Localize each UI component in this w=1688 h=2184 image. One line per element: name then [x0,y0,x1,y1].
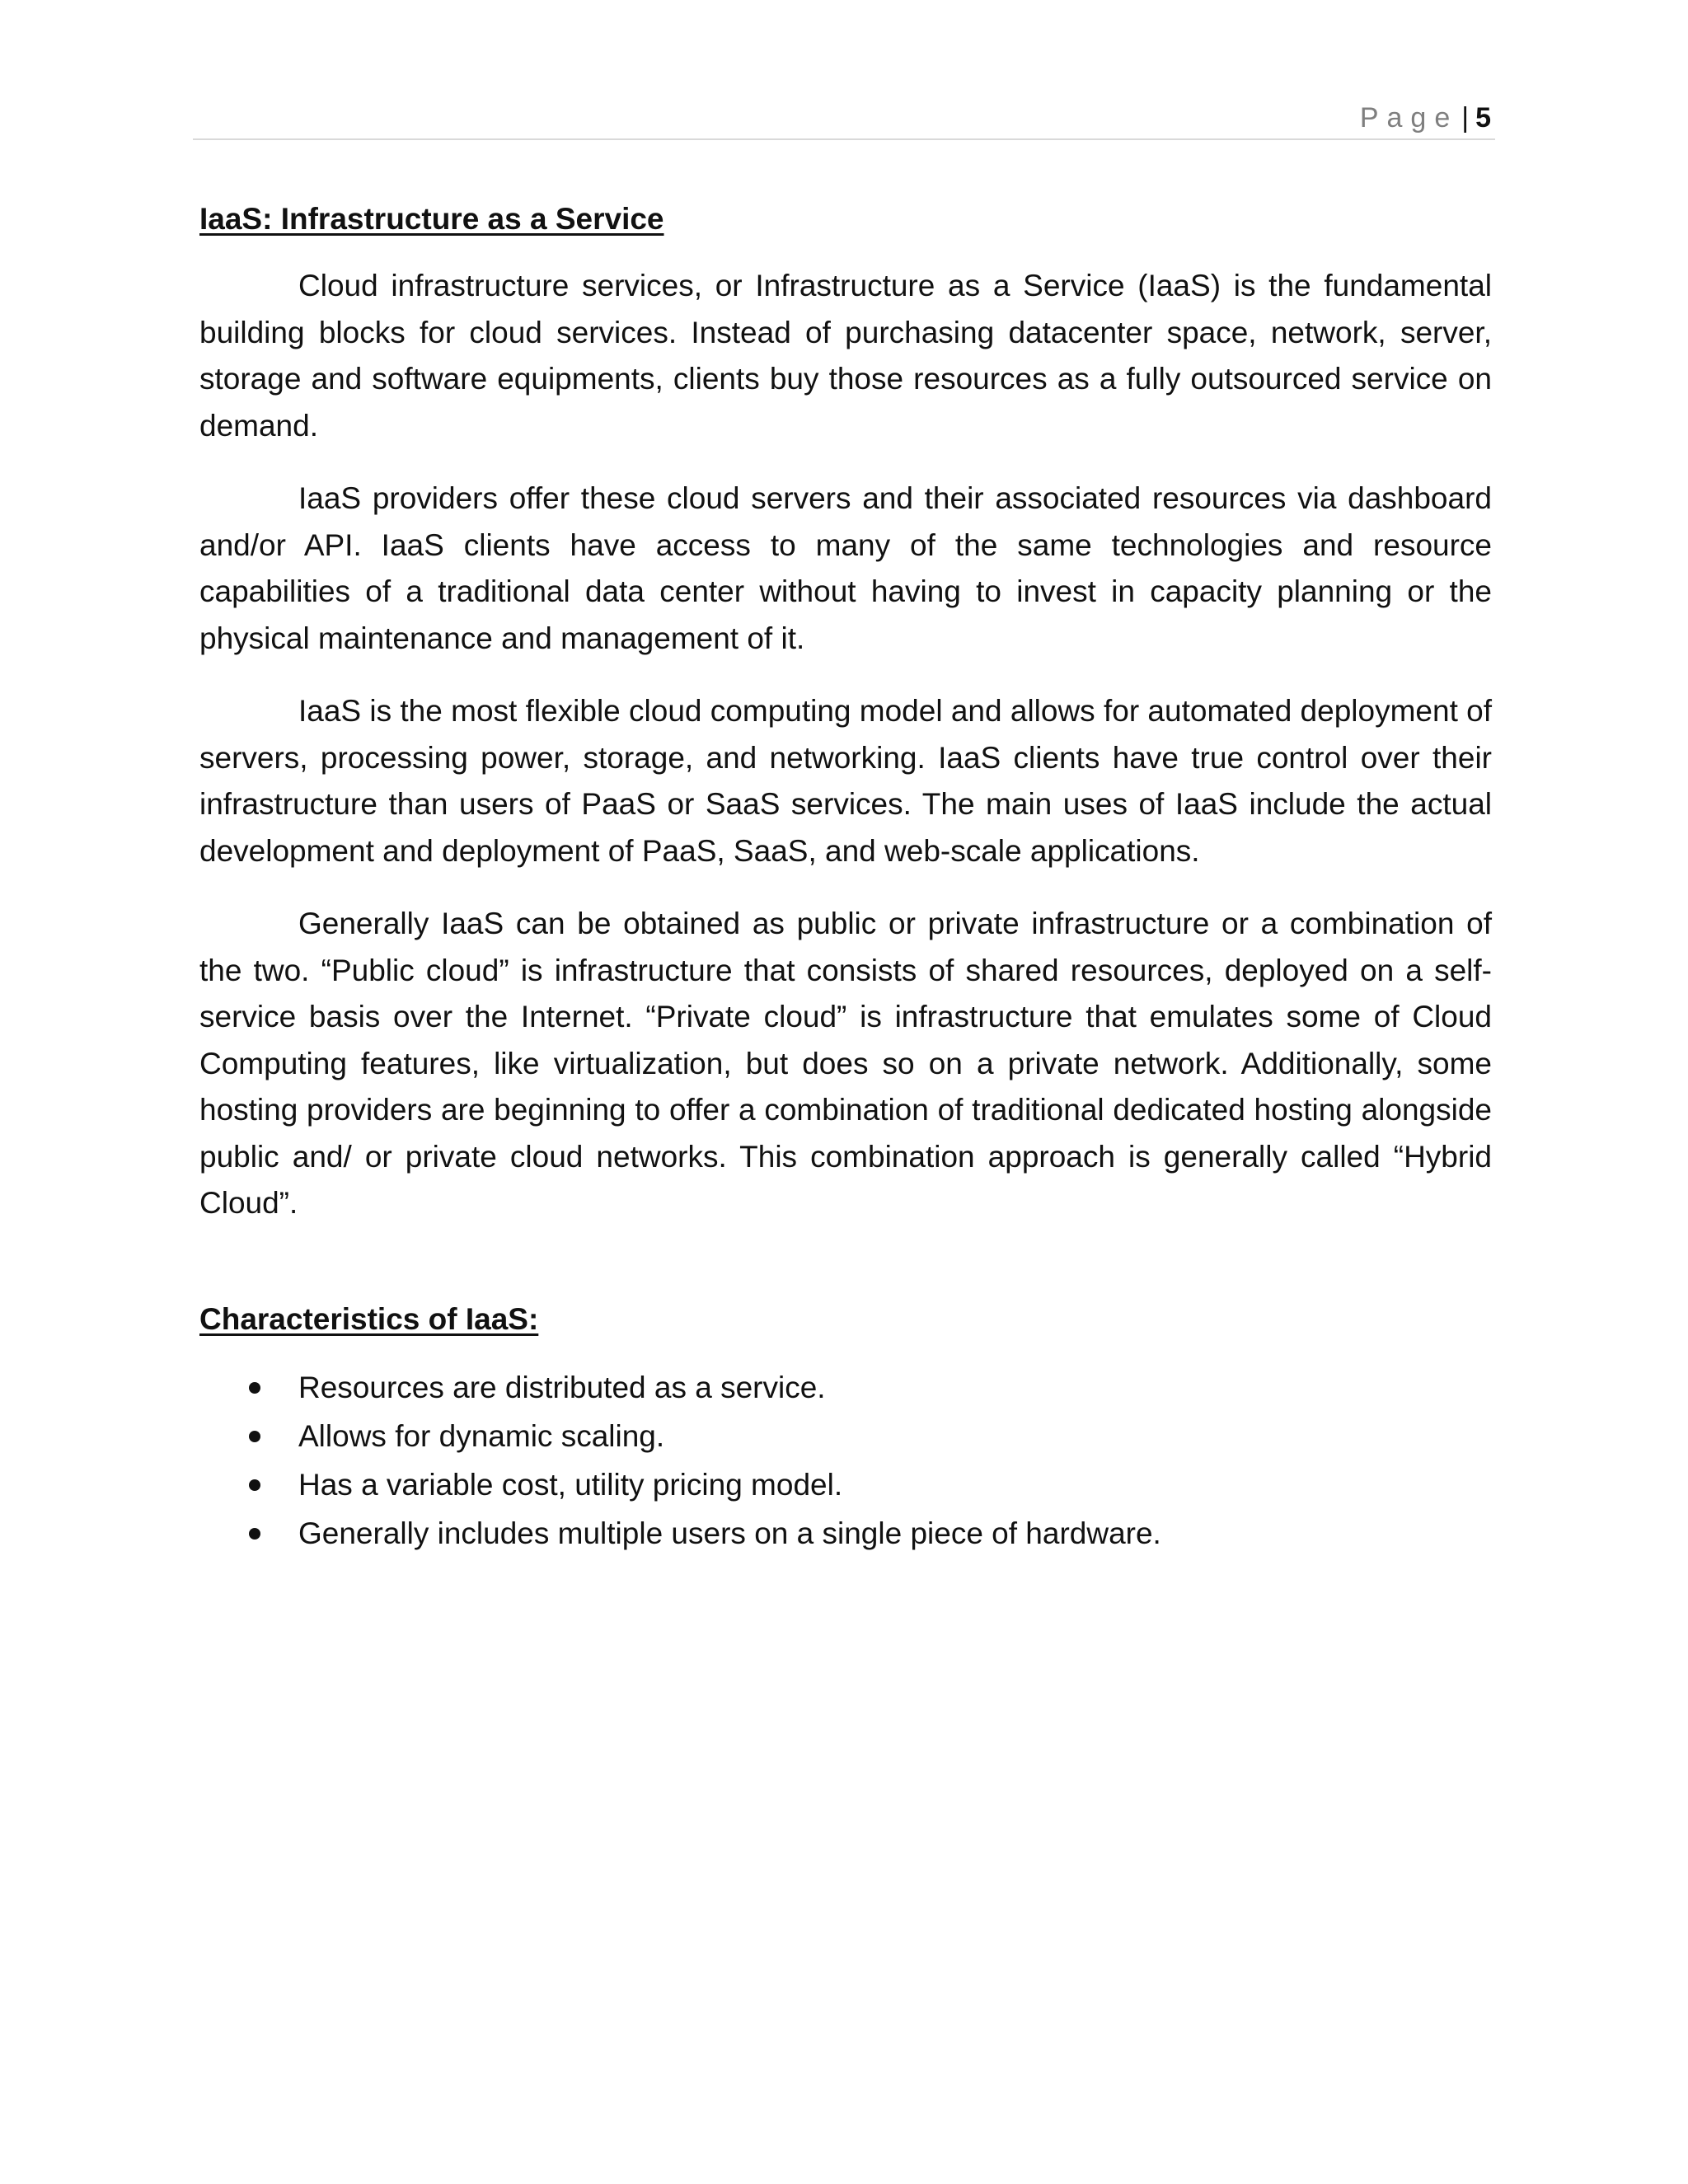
page-separator: | [1461,102,1470,134]
list-item [199,1412,1492,1460]
page-content [199,196,1492,1558]
list-item [199,1509,1492,1558]
paragraph: Cloud infrastructure services, or Infrastructure as a Service (IaaS) is the fundamental building blocks for cloud services. Instead of purchasing datacenter space, network, server, storage and software equipments, clients buy those resources as a fully outsourced service on demand. [199,269,1492,443]
page-number-label [1360,102,1491,134]
list-item-text: Allows for dynamic scaling. [298,1418,665,1453]
bullet-icon [249,1479,260,1491]
bullet-icon [249,1528,260,1540]
page-header [193,97,1495,140]
section-heading-iaas: IaaS: Infrastructure as a Service [199,202,664,236]
paragraph: IaaS is the most flexible cloud computing model and allows for automated deployment of servers, processing power, storage, and networking. IaaS clients have true control over their infrastructure than users of PaaS or SaaS services. The main uses of IaaS include the actual development and deployment of PaaS, SaaS, and web-scale applications. [199,694,1492,868]
list-item-text: Generally includes multiple users on a single piece of hardware. [298,1516,1161,1550]
list-item [199,1363,1492,1412]
bullet-icon [249,1431,260,1442]
paragraph: IaaS providers offer these cloud servers and their associated resources via dashboard and/or API. IaaS clients have access to many of the same technologies and resource capabilities of a traditional data center without having to invest in capacity planning or the physical maintenance and management of it. [199,481,1492,655]
characteristics-list [199,1363,1492,1558]
page-number: 5 [1475,102,1491,134]
list-item-text: Has a variable cost, utility pricing model. [298,1467,843,1502]
paragraph: Generally IaaS can be obtained as public or private infrastructure or a combination of the two. “Public cloud” is infrastructure that consists of shared resources, deployed on a self-service basis over the Internet. “Private cloud” is infrastructure that emulates some of Cloud Computing features, like virtualization, but does so on a private network. Additionally, some hosting providers are beginning to offer a combination of traditional dedicated hosting alongside public and/ or private cloud networks. This combination approach is generally called “Hybrid Cloud”. [199,907,1492,1220]
list-item-text: Resources are distributed as a service. [298,1370,826,1404]
list-item [199,1460,1492,1509]
page-word: Page [1359,102,1459,134]
bullet-icon [249,1382,260,1394]
section-heading-characteristics: Characteristics of IaaS: [199,1301,539,1336]
